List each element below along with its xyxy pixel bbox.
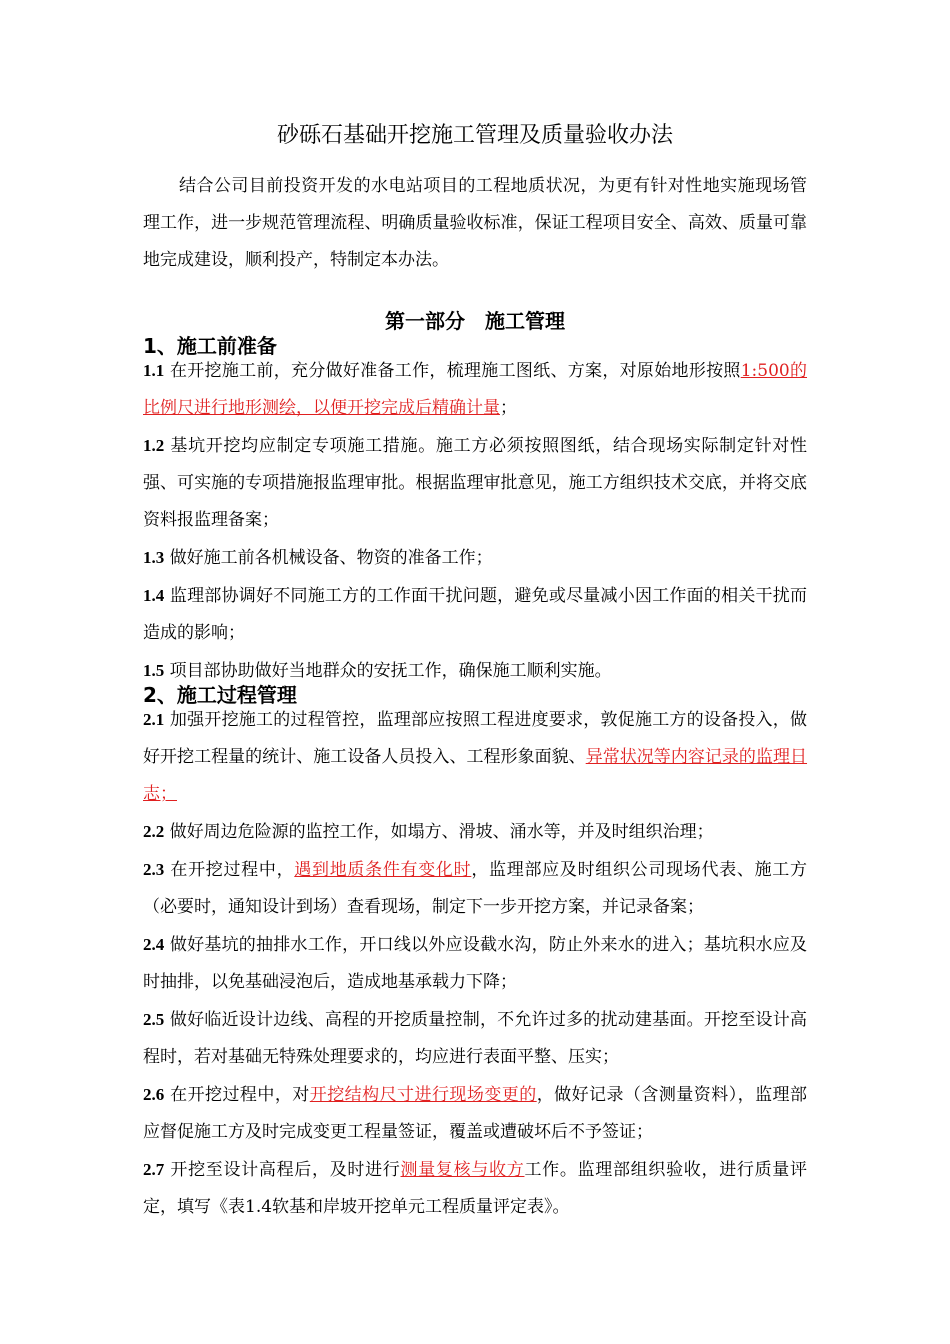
- intro-paragraph: 结合公司目前投资开发的水电站项目的工程地质状况，为更有针对性地实施现场管理工作，进一步规范管理流程、明确质量验收标准，保证工程项目安全、高效、质量可靠地完成建设，顺利投产，特制定本办法。: [143, 176, 807, 270]
- part-heading: 第一部分 施工管理: [385, 309, 565, 333]
- clause-2-2: 2.2 做好周边危险源的监控工作，如塌方、滑坡、涌水等，并及时组织治理；: [143, 822, 714, 842]
- clause-2-5: 2.5 做好临近设计边线、高程的开挖质量控制，不允许过多的扰动建基面。开挖至设计高程时，若对基础无特殊处理要求的，均应进行表面平整、压实；: [143, 1010, 808, 1067]
- highlight-text: 异常状况等内容记录的监理日志；: [143, 747, 808, 804]
- clause-1-3: 1.3 做好施工前各机械设备、物资的准备工作；: [143, 548, 493, 568]
- clause-2-4: 2.4 做好基坑的抽排水工作，开口线以外应设截水沟，防止外来水的进入；基坑积水应及时抽排，以免基础浸泡后，造成地基承载力下降；: [143, 935, 808, 992]
- clause-2-1: 2.1 加强开挖施工的过程管控，监理部应按照工程进度要求，敦促施工方的设备投入，做好开挖工程量的统计、施工设备人员投入、工程形象面貌、异常状况等内容记录的监理日志；: [143, 710, 808, 804]
- clause-2-6: 2.6 在开挖过程中，对开挖结构尺寸进行现场变更的，做好记录（含测量资料），监理部应督促施工方及时完成变更工程量签证，覆盖或遭破坏后不予签证；: [143, 1085, 808, 1142]
- document-title: 砂砾石基础开挖施工管理及质量验收办法: [276, 123, 673, 148]
- clause-2-7: 2.7 开挖至设计高程后，及时进行测量复核与收方工作。监理部组织验收，进行质量评定，填写《表1.4软基和岸坡开挖单元工程质量评定表》。: [143, 1160, 808, 1217]
- highlight-text: 测量复核与收方: [400, 1160, 525, 1180]
- clause-1-2: 1.2 基坑开挖均应制定专项施工措施。施工方必须按照图纸，结合现场实际制定针对性强、可实施的专项措施报监理审批。根据监理审批意见，施工方组织技术交底，并将交底资料报监理备案；: [143, 436, 807, 530]
- section-1-body: [143, 352, 807, 690]
- section-heading-1: 1、施工前准备: [143, 334, 277, 358]
- clause-1-1: 1.1 在开挖施工前，充分做好准备工作，梳理施工图纸、方案，对原始地形按照1:500的比例尺进行地形测绘，以便开挖完成后精确计量；: [143, 361, 808, 418]
- section-heading-2: 2、施工过程管理: [143, 683, 297, 707]
- section-2-body: [143, 701, 807, 1226]
- highlight-text: 遇到地质条件有变化时: [294, 860, 472, 880]
- clause-1-4: 1.4 监理部协调好不同施工方的工作面干扰问题，避免或尽量减小因工作面的相关干扰而造成的影响；: [143, 586, 808, 643]
- clause-1-5: 1.5 项目部协助做好当地群众的安抚工作，确保施工顺利实施。: [143, 661, 612, 681]
- highlight-text: 开挖结构尺寸进行现场变更的: [309, 1085, 537, 1105]
- clause-2-3: 2.3 在开挖过程中，遇到地质条件有变化时，监理部应及时组织公司现场代表、施工方（必要时，通知设计到场）查看现场，制定下一步开挖方案，并记录备案；: [143, 860, 808, 917]
- highlight-text: 1:500的比例尺进行地形测绘，以便开挖完成后精确计量: [143, 361, 808, 418]
